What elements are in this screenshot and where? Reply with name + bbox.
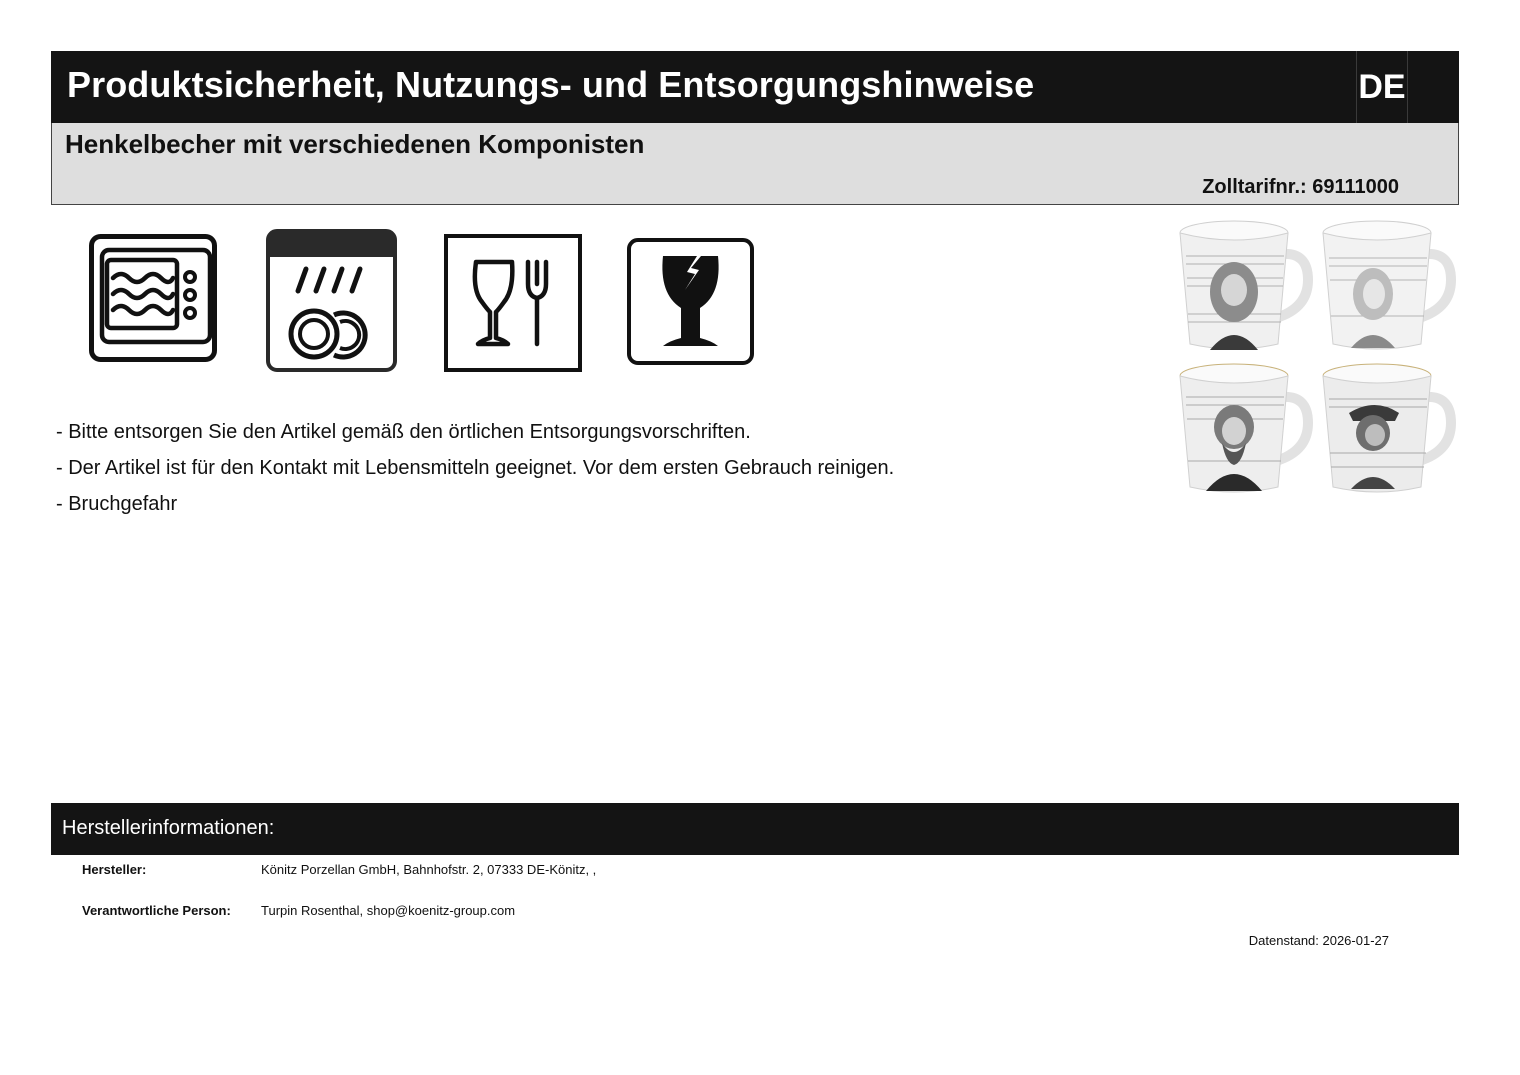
product-bar [51,123,1459,205]
food-safe-icon [444,234,582,372]
safety-notes [56,414,894,522]
manufacturer-section-title: Herstellerinformationen: [62,817,275,839]
note-item: - Der Artikel ist für den Kontakt mit Lebensmitteln geeignet. Vor dem ersten Gebrauch reinigen. [56,457,895,479]
note-item: - Bitte entsorgen Sie den Artikel gemäß den örtlichen Entsorgungsvorschriften. [56,421,751,443]
customs-tariff: Zolltarifnr.: 69111000 [1202,176,1399,198]
manufacturer-value: Könitz Porzellan GmbH, Bahnhofstr. 2, 07333 DE-Könitz, , [261,862,597,877]
responsible-person-value: Turpin Rosenthal, shop@koenitz-group.com [261,903,516,918]
header-bar [51,51,1459,123]
note-item: - Bruchgefahr [56,493,178,515]
mug-image [1176,214,1319,357]
product-name: Henkelbecher mit verschiedenen Komponisten [65,129,645,159]
language-badge: DE [1356,51,1408,123]
page-title: Produktsicherheit, Nutzungs- und Entsorgungshinweise [67,64,1035,105]
mug-image [1319,357,1462,500]
dishwasher-icon [266,229,397,372]
product-image [1176,214,1462,500]
fragile-icon [627,238,754,365]
mug-image [1319,214,1462,357]
data-date: Datenstand: 2026-01-27 [1248,933,1389,948]
manufacturer-label: Hersteller: [82,862,147,877]
responsible-person-label: Verantwortliche Person: [82,903,231,918]
manufacturer-header [51,803,1459,855]
microwave-icon [89,234,217,362]
mug-image [1176,357,1319,500]
